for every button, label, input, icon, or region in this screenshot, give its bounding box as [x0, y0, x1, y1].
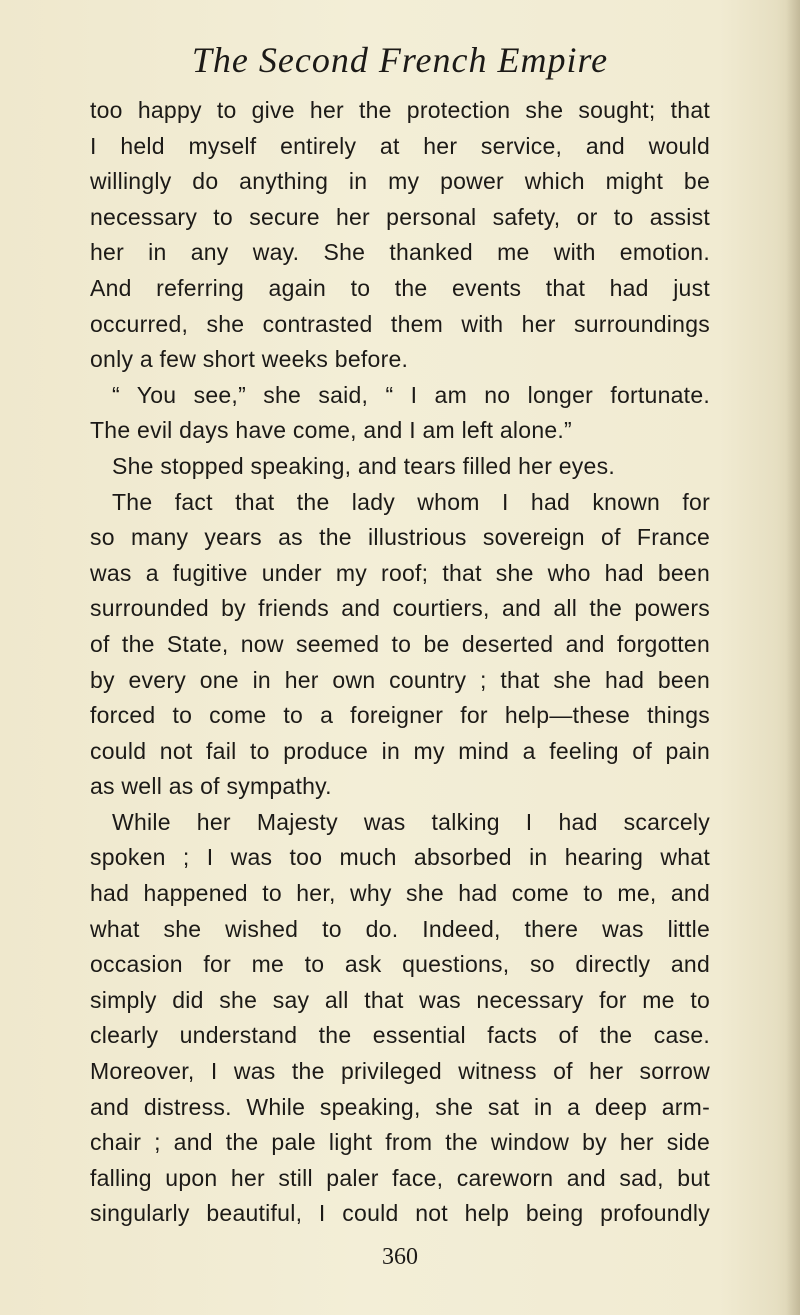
text-line: and distress. While speaking, she sat in a deep arm- [90, 1093, 710, 1120]
text-line: The evil days have come, and I am left alone.” [90, 417, 572, 444]
text-line: While her Majesty was talking I had scarcely [112, 808, 710, 835]
text-line: chair ; and the pale light from the window by her side [90, 1129, 710, 1156]
text-line: I held myself entirely at her service, and would [90, 132, 710, 159]
text-line: “ You see,” she said, “ I am no longer fortunate. [112, 381, 710, 408]
text-line: clearly understand the essential facts of the case. [90, 1022, 710, 1049]
text-line: what she wished to do. Indeed, there was little [90, 915, 710, 942]
text-line: was a fugitive under my roof; that she who had been [90, 559, 710, 586]
text-line: too happy to give her the protection she sought; that [90, 97, 710, 123]
text-line: Moreover, I was the privileged witness of her sorrow [90, 1058, 710, 1085]
page-number: 360 [382, 1244, 418, 1270]
page-edge-shadow [786, 0, 800, 1315]
text-line: forced to come to a foreigner for help—these things [90, 702, 710, 729]
body-text [90, 93, 710, 1232]
text-line: spoken ; I was too much absorbed in hearing what [90, 844, 710, 871]
text-line: simply did she say all that was necessary for me to [90, 986, 710, 1013]
text-line: by every one in her own country ; that she had been [90, 666, 710, 693]
text-line: so many years as the illustrious sovereign of France [90, 524, 710, 551]
text-line: falling upon her still paler face, careworn and sad, but [90, 1164, 710, 1191]
text-line: She stopped speaking, and tears filled her eyes. [112, 452, 615, 479]
running-head: The Second French Empire [191, 40, 609, 80]
text-line: occasion for me to ask questions, so directly and [90, 951, 710, 978]
text-line: could not fail to produce in my mind a feeling of pain [90, 737, 710, 764]
text-line: only a few short weeks before. [90, 346, 409, 373]
text-line: The fact that the lady whom I had known for [112, 488, 710, 515]
text-line: of the State, now seemed to be deserted and forgotten [90, 630, 710, 657]
text-line: singularly beautiful, I could not help being profoundly [90, 1200, 710, 1227]
text-line: occurred, she contrasted them with her surroundings [90, 310, 710, 337]
text-line: her in any way. She thanked me with emotion. [90, 239, 710, 266]
text-line: necessary to secure her personal safety, or to assist [90, 203, 710, 230]
text-line: surrounded by friends and courtiers, and all the powers [90, 595, 710, 622]
text-line: And referring again to the events that had just [90, 274, 710, 301]
text-line: willingly do anything in my power which might be [90, 168, 710, 195]
text-line: as well as of sympathy. [90, 773, 332, 800]
text-line: had happened to her, why she had come to me, and [90, 880, 710, 907]
